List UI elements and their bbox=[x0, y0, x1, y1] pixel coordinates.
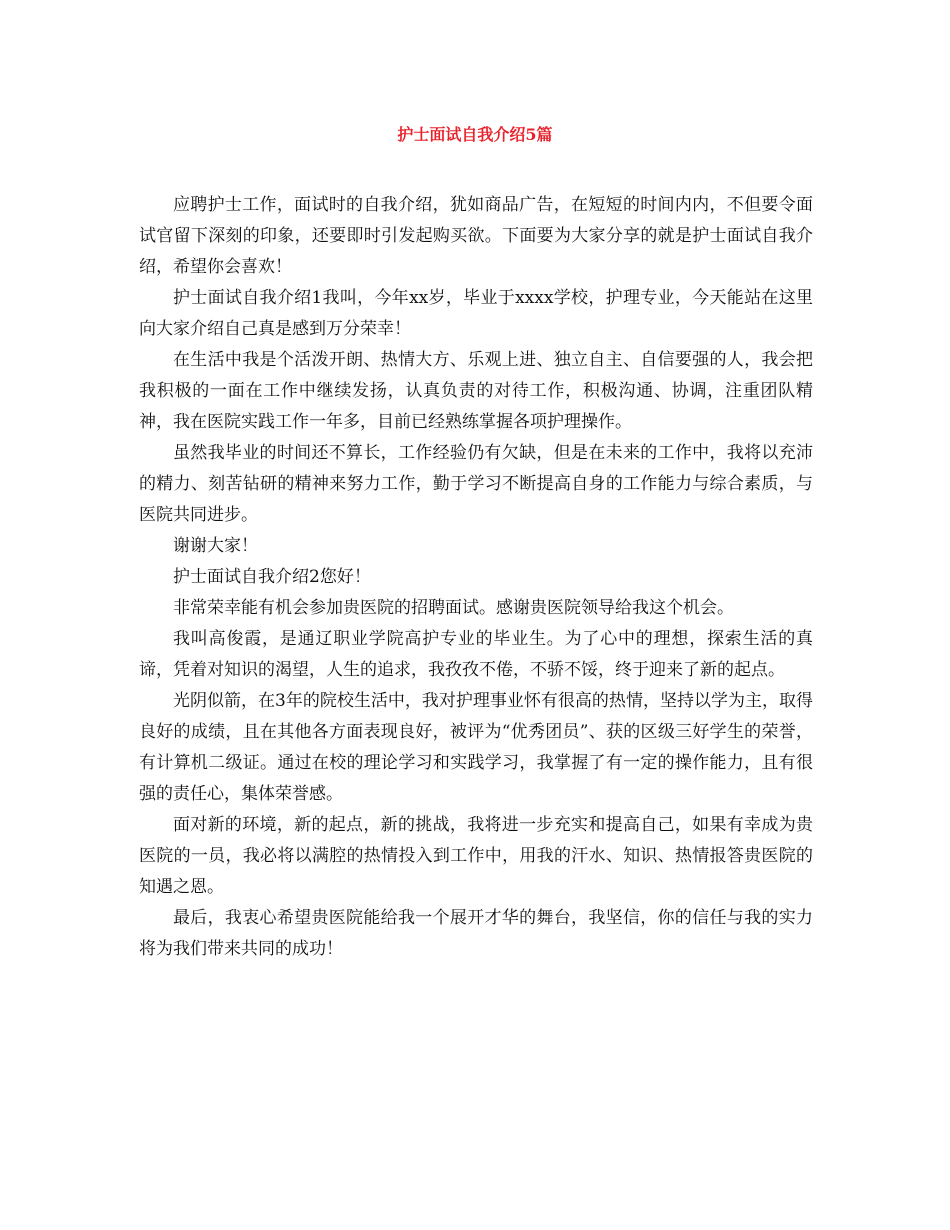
paragraph-honored: 非常荣幸能有机会参加贵医院的招聘面试。感谢贵医院领导给我这个机会。 bbox=[173, 598, 734, 618]
paragraph-school-life: 光阴似箭，在3年的院校生活中，我对护理事业怀有很高的热情，坚持以学为主，取得良好的成绩，且在其他各方面表现良好，被评为“优秀团员”、获的区级三好学生的荣誉，有计算机二级证。通过在校的理论学习和实践学习，我掌握了有一定的操作能力，且有很强的责任心，集体荣誉感。 bbox=[139, 691, 813, 804]
document-body bbox=[139, 190, 813, 965]
paragraph-name: 我叫高俊霞，是通辽职业学院高护专业的毕业生。为了心中的理想，探索生活的真谛，凭着对知识的渴望，人生的追求，我孜孜不倦，不骄不馁，终于迎来了新的起点。 bbox=[139, 629, 813, 680]
paragraph-new-challenge: 面对新的环境，新的起点，新的挑战，我将进一步充实和提高自己，如果有幸成为贵医院的一员，我必将以满腔的热情投入到工作中，用我的汗水、知识、热情报答贵医院的知遇之恩。 bbox=[139, 815, 813, 897]
document-title: 护士面试自我介绍5篇 bbox=[397, 125, 553, 144]
paragraph-personality: 在生活中我是个活泼开朗、热情大方、乐观上进、独立自主、自信要强的人，我会把我积极的一面在工作中继续发扬，认真负责的对待工作，积极沟通、协调，注重团队精神，我在医院实践工作一年多，目前已经熟练掌握各项护理操作。 bbox=[139, 350, 813, 432]
paragraph-thanks: 谢谢大家！ bbox=[173, 536, 258, 556]
paragraph-future: 虽然我毕业的时间还不算长，工作经验仍有欠缺，但是在未来的工作中，我将以充沛的精力、刻苦钻研的精神来努力工作，勤于学习不断提高自身的工作能力与综合素质，与医院共同进步。 bbox=[139, 443, 813, 525]
paragraph-intro-1: 护士面试自我介绍1我叫，今年xx岁，毕业于xxxx学校，护理专业，今天能站在这里向大家介绍自己真是感到万分荣幸！ bbox=[139, 288, 813, 339]
paragraph-intro-2: 护士面试自我介绍2您好！ bbox=[173, 567, 371, 587]
paragraph-closing: 最后，我衷心希望贵医院能给我一个展开才华的舞台，我坚信，你的信任与我的实力将为我们带来共同的成功！ bbox=[139, 908, 813, 959]
paragraph-intro: 应聘护士工作，面试时的自我介绍，犹如商品广告，在短短的时间内内，不但要令面试官留下深刻的印象，还要即时引发起购买欲。下面要为大家分享的就是护士面试自我介绍，希望你会喜欢！ bbox=[139, 195, 813, 277]
